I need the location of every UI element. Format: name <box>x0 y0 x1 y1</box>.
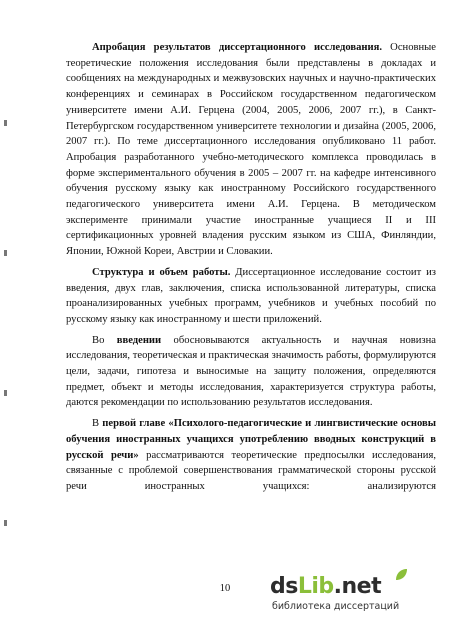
paragraph-body: обосновываются актуальность и научная новизна исследования, теоретическая и практическая значимость работы, формулируются цели, задачи, гипотеза и выносимые на защиту положения, определяются предмет, объект и методы исследования, характеризуется структура работы, даются рекомендации по использованию результатов исследования. <box>66 334 436 409</box>
watermark-logo <box>270 574 381 599</box>
dslib-watermark[interactable] <box>270 574 440 614</box>
logo-net: .net <box>333 574 382 599</box>
paragraph-heading: введении <box>116 334 162 346</box>
paragraph-chapter-one <box>66 416 436 495</box>
watermark-subtitle: библиотека диссертаций <box>272 601 400 612</box>
paragraph-lead: В <box>92 418 103 430</box>
logo-lib: Lib <box>297 574 334 599</box>
scan-margin-marks <box>4 0 10 621</box>
paragraph-heading: Апробация результатов диссертационного исследования. <box>92 42 382 53</box>
page-number: 10 <box>219 583 231 594</box>
paragraph-lead: Во <box>92 334 117 346</box>
paragraph-approbation <box>66 40 436 260</box>
paragraph-body: рассматриваются теоретические предпосылки исследования, связанные с проблемой совершенствования грамматической стороны русской речи иностранных учащихся: анализируются <box>66 449 436 492</box>
paragraph-heading: Структура и объем работы. <box>92 266 231 278</box>
leaf-icon <box>394 568 408 582</box>
body-text <box>66 40 436 500</box>
paragraph-introduction <box>66 333 436 412</box>
logo-ds: ds <box>270 574 298 599</box>
paragraph-body: Диссертационное исследование состоит из введения, двух глав, заключения, списка использованной литературы, списка проанализированных учебных программ, учебников и учебных пособий по русскому языку как иностранному и шести приложений. <box>66 266 436 325</box>
paragraph-structure <box>66 265 436 328</box>
paragraph-body: Основные теоретические положения исследования были представлены в докладах и сообщениях на международных и межвузовских научных и научно-практических конференциях и семинарах в Российском государственном педагогическом университете имени А.И. Герцена (2004, 2005, 2006, 2007 гг.), в Санкт-Петербургском государственном университете технологии и дизайна (2005, 2006, 2007 гг.). По теме диссертационного исследования опубликовано 11 работ. Апробация разработанного учебно-методического комплекса проводилась в форме экспериментального обучения в 2005 – 2007 гг. на кафедре интенсивного обучения русскому языку как иностранному Российского государственного педагогического университета имени А.И. Герцена. В методическом эксперименте принимали участие иностранные учащиеся II и III сертификационных уровней владения русским языком из США, Финляндии, Японии, Южной Кореи, Австрии и Словакии. <box>66 42 436 258</box>
paragraph-heading: первой главе «Психолого-педагогические и лингвистические основы обучения иностранных учащихся употреблению вводных конструкций в русской речи» <box>66 418 437 461</box>
